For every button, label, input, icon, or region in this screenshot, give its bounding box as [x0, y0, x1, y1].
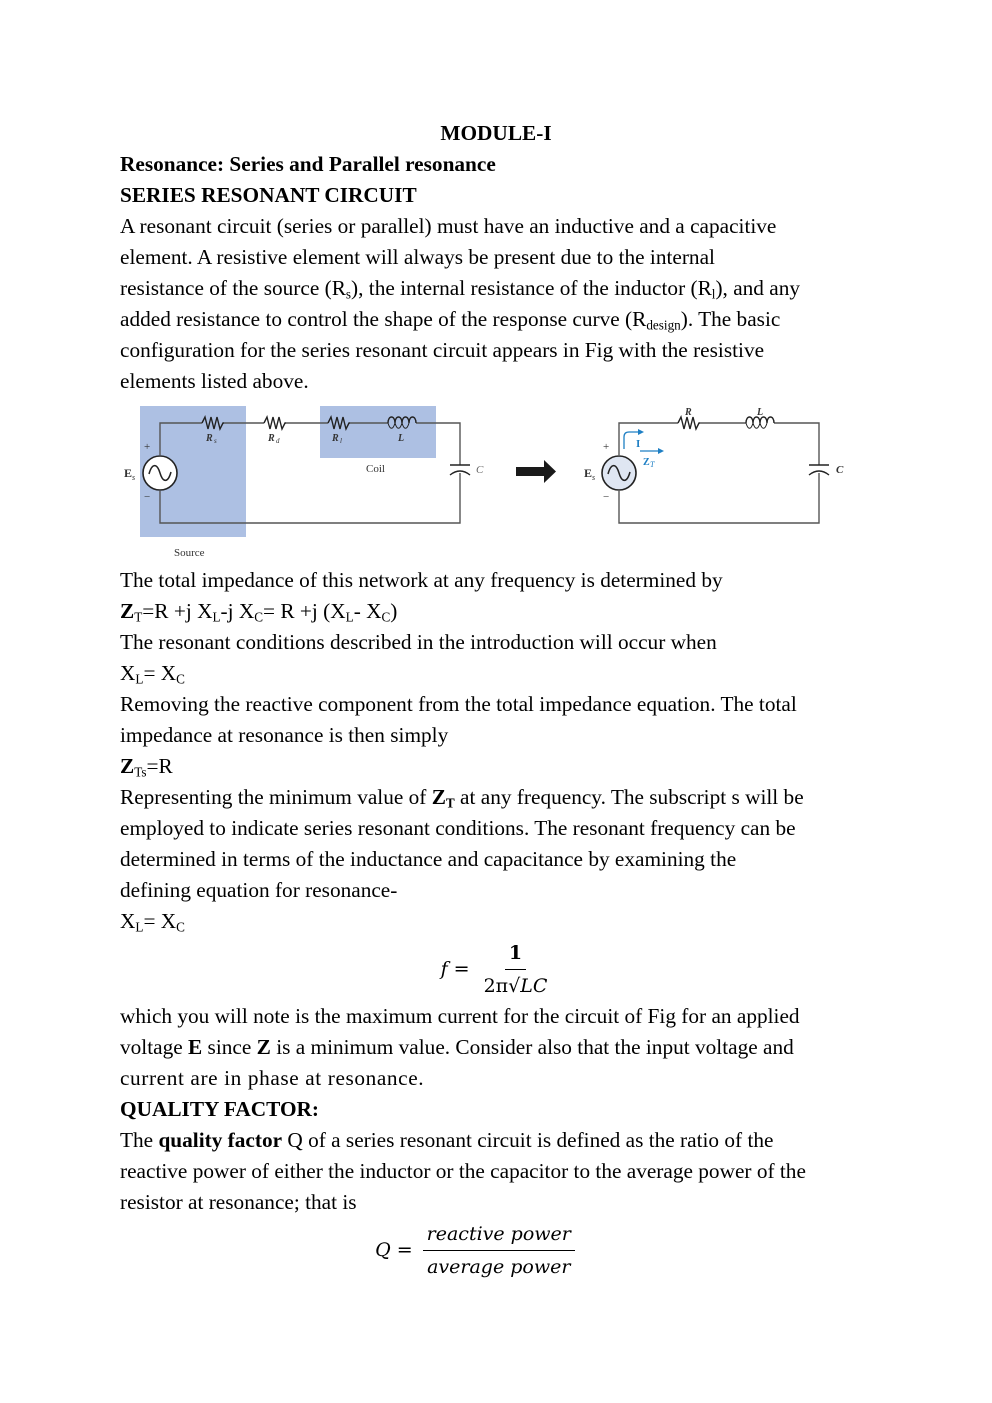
svg-text:Source: Source — [174, 547, 205, 559]
svg-text:L: L — [398, 433, 405, 444]
svg-text:−: − — [144, 491, 151, 503]
svg-text:Z: Z — [643, 457, 650, 468]
svg-text:T: T — [650, 460, 655, 469]
equation-zts: $Z_{Ts}=R$ — [120, 754, 173, 780]
which-line-1: which you will note is the maximum current for the circuit of Fig for an applied — [120, 1004, 800, 1028]
svg-text:+: + — [144, 441, 151, 453]
equation-resonant-frequency: f = $\frac{1}{2\pi√LC}$ — [120, 937, 872, 1001]
equation-zt: $Z_T=R +j$ $X_L-j$ $X_C= R +j$ ($X_L-$ $X_C$) — [120, 599, 398, 625]
resistor-r-icon — [678, 417, 700, 429]
svg-text:d: d — [276, 437, 280, 445]
transform-arrow-icon — [516, 460, 556, 483]
subtitle: Resonance: Series and Parallel resonance — [120, 152, 496, 176]
svg-text:I: I — [636, 438, 641, 450]
quality-line-1: The quality factor Q of a series resonant circuit is defined as the ratio of the — [120, 1128, 774, 1152]
svg-text:l: l — [340, 437, 342, 445]
circuit-figure — [120, 403, 872, 563]
representing-paragraph — [120, 782, 872, 906]
removing-line-2: impedance at resonance is then simply — [120, 723, 449, 747]
equation-xl-xc: $X_L= X_C$ — [120, 661, 185, 687]
svg-text:R: R — [332, 433, 339, 444]
which-line-2: voltage E since Z is a minimum value. Consider also that the input voltage and — [120, 1035, 794, 1059]
representing-line-4: defining equation for resonance- — [120, 878, 398, 902]
equation-xl-xc-2: $X_L= X_C$ — [120, 909, 185, 935]
svg-text:E: E — [124, 466, 133, 480]
circuit-diagram — [120, 403, 872, 563]
resonant-conditions-text: The resonant conditions described in the introduction will occur when — [120, 630, 717, 654]
intro-line-3: resistance of the source $(R_s)$, the internal resistance of the inductor $(R_l)$, and any — [120, 276, 801, 302]
removing-line-1: Removing the reactive component from the total impedance equation. The total — [120, 692, 797, 716]
svg-text:R: R — [206, 433, 213, 444]
svg-text:−: − — [603, 491, 610, 503]
intro-line-6: elements listed above. — [120, 369, 309, 393]
resistor-rd-icon — [264, 417, 286, 429]
svg-text:L: L — [757, 407, 764, 418]
section-heading-quality: QUALITY FACTOR: — [120, 1097, 319, 1121]
svg-text:s: s — [592, 473, 596, 482]
equation-quality-factor: Q = $\frac{\text{reactive power}}{\text{average power}}$ — [78, 1218, 872, 1282]
svg-text:R: R — [685, 407, 692, 418]
intro-line-1: A resonant circuit (series or parallel) must have an inductive and a capacitive — [120, 214, 777, 238]
quality-line-3: resistor at resonance; that is — [120, 1190, 357, 1214]
svg-text:+: + — [603, 441, 610, 453]
svg-text:s: s — [132, 473, 136, 482]
document-page — [120, 118, 872, 1282]
which-line-3: current are in phase at resonance. — [120, 1066, 425, 1090]
svg-text:Coil: Coil — [366, 463, 385, 475]
quality-line-2: reactive power of either the inductor or the capacitor to the average power of the — [120, 1159, 806, 1183]
svg-text:C: C — [476, 464, 484, 476]
which-paragraph — [120, 1001, 872, 1094]
representing-line-3: determined in terms of the inductance and capacitance by examining the — [120, 847, 737, 871]
intro-line-4: added resistance to control the shape of the response curve $(R_{design})$. The basic — [120, 307, 781, 333]
representing-line-1: Representing the minimum value of $Z_T$ at any frequency. The subscript s will be — [120, 785, 804, 811]
svg-text:R: R — [268, 433, 275, 444]
intro-line-5: configuration for the series resonant circuit appears in Fig with the resistive — [120, 338, 765, 362]
module-title: MODULE-I — [440, 121, 552, 145]
svg-text:E: E — [584, 466, 593, 480]
representing-line-2: employed to indicate series resonant conditions. The resonant frequency can be — [120, 816, 796, 840]
intro-line-2: element. A resistive element will always be present due to the internal — [120, 245, 715, 269]
coil-highlight — [320, 406, 436, 458]
intro-paragraph — [120, 211, 872, 397]
svg-text:s: s — [214, 437, 217, 445]
svg-text:C: C — [836, 464, 844, 476]
quality-paragraph — [120, 1125, 872, 1218]
total-impedance-text: The total impedance of this network at any frequency is determined by — [120, 568, 723, 592]
section-heading-series: SERIES RESONANT CIRCUIT — [120, 183, 417, 207]
